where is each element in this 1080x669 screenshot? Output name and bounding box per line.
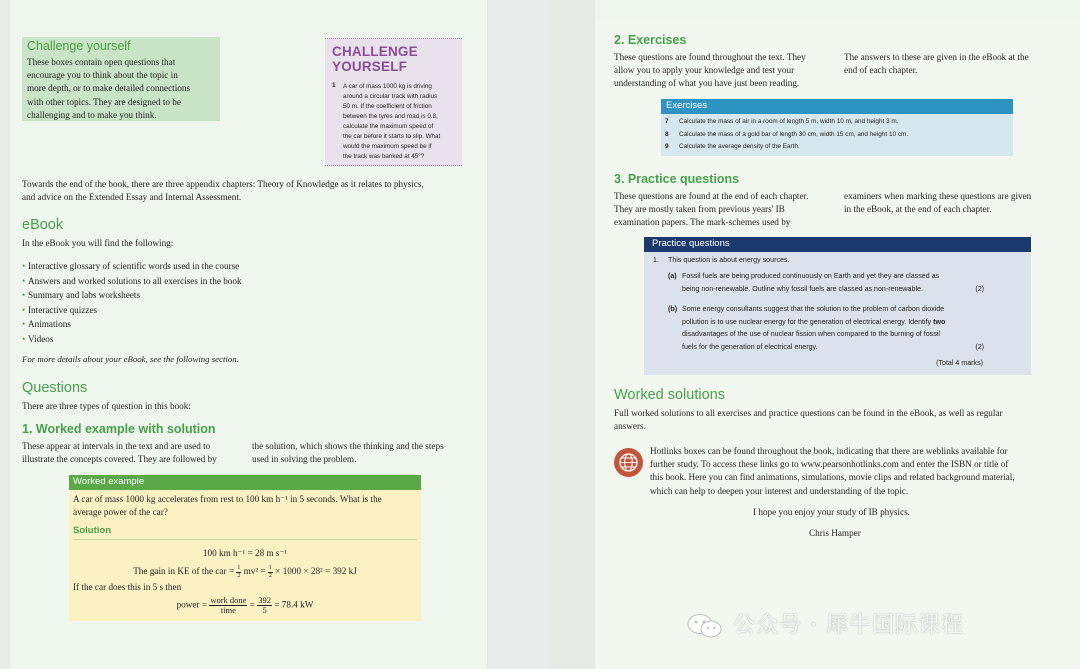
- exercise-text: Calculate the average density of the Earth.: [679, 143, 800, 150]
- fraction-numerator: work done: [210, 595, 247, 605]
- questions-heading: Questions: [22, 380, 88, 396]
- challenge-info-line: These boxes contain open questions that: [27, 57, 176, 67]
- challenge-question-line: between the tyres and road is 0.8,: [343, 113, 438, 120]
- challenge-question-line: would the maximum speed be if: [343, 143, 432, 150]
- paragraph-line: answers.: [614, 421, 646, 432]
- fraction-denominator: time: [220, 605, 236, 615]
- marks-label: (2): [975, 285, 984, 293]
- exercises-heading: 2. Exercises: [614, 33, 687, 47]
- practice-col2: [844, 190, 1031, 216]
- exercise-item: [661, 141, 1013, 154]
- challenge-question-line: calculate the maximum speed of: [343, 123, 434, 130]
- paragraph-line: Full worked solutions to all exercises and practice questions can be found in the eBook, as well as regular: [614, 408, 1003, 418]
- ebook-note: For more details about your eBook, see the following section.: [22, 354, 239, 364]
- fraction-values: [257, 596, 272, 615]
- paragraph-line: which can help to deepen your interest and understanding of the topic.: [650, 485, 909, 496]
- challenge-info-line: encourage you to think about the topic in: [27, 70, 178, 81]
- paragraph-line: the solution, which shows the thinking and the steps: [252, 441, 444, 451]
- author-name: Chris Hamper: [809, 528, 861, 538]
- question-number: 1: [332, 82, 336, 89]
- ebook-intro: In the eBook you will find the following:: [22, 238, 174, 248]
- paragraph-line: end of each chapter.: [844, 65, 918, 76]
- closing-line: I hope you enjoy your study of IB physics.: [753, 507, 910, 517]
- exercises-col1: [614, 51, 806, 91]
- paragraph-line: examiners when marking these questions are given: [844, 191, 1032, 201]
- challenge-info-title: Challenge yourself: [27, 39, 131, 53]
- worked-example-header: Worked example: [69, 475, 421, 490]
- worked-solutions-heading: Worked solutions: [614, 387, 725, 403]
- challenge-info-line: more depth, or to make detailed connections: [27, 83, 191, 94]
- paragraph-line: and advice on the Extended Essay and Internal Assessment.: [22, 192, 242, 203]
- equation-text: The gain in KE of the car =: [133, 566, 235, 577]
- fraction-denominator: 2: [237, 572, 241, 579]
- exercise-text: Calculate the mass of air in a room of length 5 m, width 10 m, and height 3 m.: [679, 118, 899, 125]
- equation-kinetic-energy: [73, 565, 417, 579]
- equation-power: [73, 596, 417, 615]
- challenge-question-line: the track was banked at 45°?: [343, 153, 425, 160]
- appendix-paragraph: [22, 178, 424, 204]
- challenge-question-line: the car before it starts to slip. What: [343, 133, 441, 140]
- paragraph-line: Hotlinks boxes can be found throughout the book, indicating that there are weblinks available for: [650, 446, 1008, 456]
- exercise-number: 7: [665, 118, 669, 125]
- question-line: Some energy consultants suggest that the solution to the problem of carbon dioxide: [682, 305, 945, 313]
- emphasis-text: two: [933, 317, 946, 326]
- fraction-half: [236, 565, 241, 579]
- fraction-work-time: [209, 596, 247, 615]
- fraction-numerator: 392: [258, 595, 271, 605]
- paragraph-line: Towards the end of the book, there are three appendix chapters: Theory of Knowledge as it relates to physics,: [22, 179, 424, 189]
- exercises-box-header: Exercises: [661, 99, 1013, 114]
- equation-text: = 78.4 kW: [274, 599, 314, 610]
- challenge-info-line: with other topics. They are designed to be: [27, 96, 181, 107]
- equation-text: mv² =: [243, 566, 266, 577]
- ebook-heading: eBook: [22, 217, 64, 233]
- challenge-info-line: challenging and to make you think.: [27, 109, 157, 120]
- part-a-text: [682, 270, 939, 295]
- equation-conversion: 100 km h⁻¹ = 28 m s⁻¹: [202, 548, 288, 558]
- solution-label: Solution: [73, 524, 417, 540]
- page-edge: [0, 0, 10, 669]
- globe-icon: [614, 448, 643, 477]
- hotlinks-text: [650, 445, 1015, 498]
- paragraph-line: The answers to these are given in the eBook at the: [844, 52, 1029, 62]
- paragraph-line: examination papers. The mark-schemes used by: [614, 217, 791, 228]
- worked-example-box: [69, 475, 421, 621]
- fraction-numerator: 1: [237, 565, 241, 571]
- exercises-col2: [844, 51, 1029, 77]
- page-margin-strip: [548, 0, 595, 669]
- fraction-half: [268, 565, 273, 579]
- paragraph-line: They are mostly taken from previous years' IB: [614, 204, 785, 215]
- exercise-item: [661, 116, 1013, 129]
- paragraph-line: further study. To access these links go to www.pearsonhotlinks.com and enter the ISBN or title of: [650, 459, 1009, 470]
- equation-text: × 1000 × 28² = 392 kJ: [275, 566, 357, 577]
- challenge-info-box: [22, 37, 220, 121]
- list-item: • Interactive glossary of scientific words used in the course: [22, 259, 242, 274]
- list-item: • Interactive quizzes: [22, 303, 242, 318]
- paragraph-line: understanding of what you have just been reading.: [614, 78, 800, 89]
- practice-question-text: This question is about energy sources.: [668, 256, 790, 264]
- part-label: (a): [668, 272, 677, 280]
- paragraph-line: These questions are found throughout the text. They: [614, 52, 806, 62]
- paragraph-line: used in solving the problem.: [252, 454, 357, 465]
- paragraph-line: this book. Here you can find animations, simulations, movie clips and related background material,: [650, 472, 1015, 483]
- exercise-text: Calculate the mass of a gold bar of length 30 cm, width 15 cm, and height 10 cm.: [679, 130, 909, 138]
- question-text: pollution is to use nuclear energy for the generation of electrical energy. Identify: [682, 317, 932, 326]
- equation-intro: If the car does this in 5 s then: [73, 582, 182, 592]
- challenge-yourself-title: CHALLENGE: [332, 44, 418, 59]
- questions-intro: There are three types of question in this book:: [22, 401, 191, 411]
- challenge-question-line: A car of mass 1000 kg is driving: [343, 83, 432, 90]
- practice-heading: 3. Practice questions: [614, 172, 740, 186]
- paragraph-line: These questions are found at the end of each chapter.: [614, 191, 809, 201]
- fraction-numerator: 1: [268, 565, 272, 571]
- marks-label: (2): [975, 343, 984, 351]
- worked-example-col2: [252, 440, 444, 466]
- question-line: being non-renewable. Outline why fossil fuels are classed as non-renewable.: [682, 284, 923, 293]
- list-item: • Answers and worked solutions to all exercises in the book: [22, 274, 242, 289]
- list-item: • Animations: [22, 317, 242, 332]
- question-line: A car of mass 1000 kg accelerates from rest to 100 km h⁻¹ in 5 seconds. What is the: [73, 494, 382, 504]
- paragraph-line: These appear at intervals in the text and are used to: [22, 441, 211, 451]
- equation-text: =: [249, 599, 255, 610]
- part-b-text: [682, 303, 945, 353]
- practice-question-number: 1.: [653, 256, 659, 264]
- worked-example-col1: [22, 440, 217, 466]
- challenge-yourself-title: YOURSELF: [332, 58, 408, 74]
- practice-box-header: Practice questions: [644, 237, 1031, 252]
- exercises-box: [661, 99, 1013, 156]
- practice-col1: [614, 190, 808, 230]
- challenge-yourself-box: [325, 38, 462, 166]
- worked-example-subheading: 1. Worked example with solution: [22, 422, 216, 436]
- ebook-list: [22, 259, 242, 346]
- list-item: • Videos: [22, 332, 242, 347]
- question-line: [682, 316, 945, 329]
- paragraph-line: in the eBook, at the end of each chapter.: [844, 204, 992, 215]
- list-item: • Summary and labs worksheets: [22, 288, 242, 303]
- exercise-item: [661, 129, 1013, 142]
- exercise-number: 9: [665, 143, 669, 150]
- paragraph-line: illustrate the concepts covered. They are followed by: [22, 454, 217, 465]
- part-label: (b): [668, 305, 678, 313]
- challenge-question-line: 50 m. If the coefficient of friction: [343, 103, 432, 110]
- worked-solutions-text: [614, 407, 1003, 433]
- challenge-question-line: around a circular track with radius: [343, 93, 438, 100]
- wechat-icon: [686, 612, 726, 640]
- total-marks: (Total 4 marks): [936, 359, 983, 367]
- question-line: fuels for the generation of electrical energy.: [682, 342, 818, 351]
- question-line: disadvantages of the use of nuclear fission when compared to the burning of fossil: [682, 330, 940, 339]
- paragraph-line: allow you to apply your knowledge and test your: [614, 65, 795, 76]
- equation-text: power =: [176, 599, 208, 610]
- fraction-denominator: 5: [262, 605, 267, 615]
- practice-questions-box: [644, 237, 1031, 375]
- watermark-text: 公众号 · 犀牛国际课程: [733, 613, 964, 638]
- question-line: average power of the car?: [73, 507, 168, 517]
- fraction-denominator: 2: [268, 572, 272, 579]
- left-page: [0, 0, 488, 669]
- exercise-number: 8: [665, 130, 669, 138]
- question-line: Fossil fuels are being produced continuously on Earth and yet they are classed as: [682, 272, 940, 280]
